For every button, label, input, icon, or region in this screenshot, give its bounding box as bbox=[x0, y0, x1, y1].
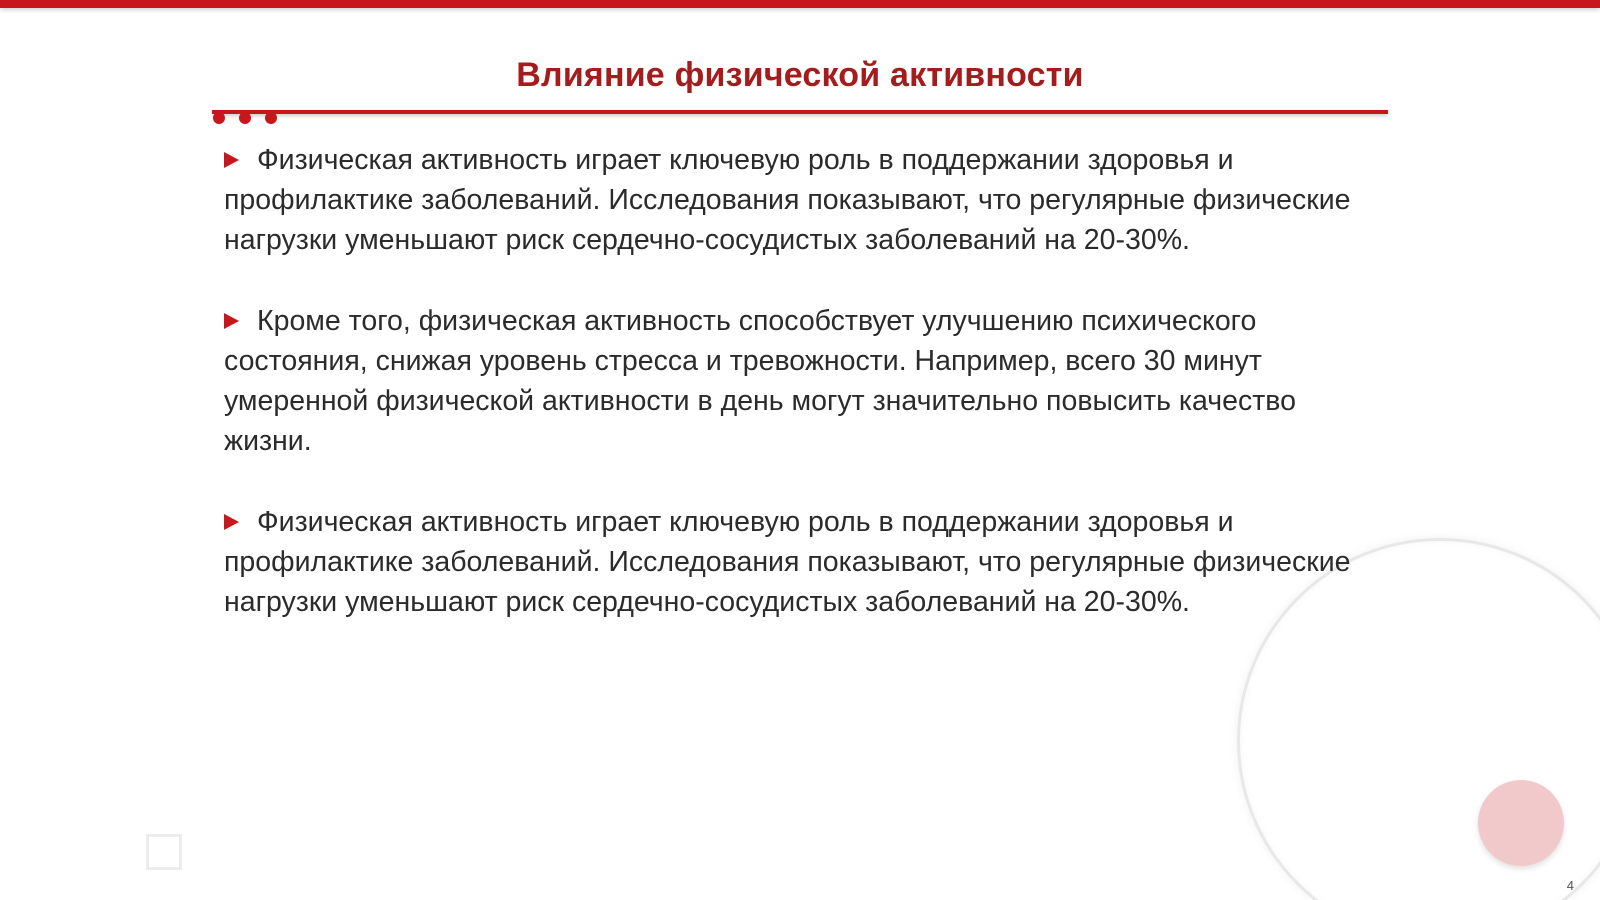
slide-title: Влияние физической активности bbox=[516, 56, 1084, 94]
decorative-dots bbox=[213, 112, 283, 126]
bullet-text: Кроме того, физическая активность способствует улучшению психического состояния, снижая уровень стресса и тревожности. Например, всего 30 минут умеренной физической активности в день могут значительно повысить качество жизни. bbox=[224, 305, 1296, 457]
dot-icon bbox=[265, 112, 277, 124]
bullet-item bbox=[224, 301, 1384, 461]
page-number: 4 bbox=[1566, 878, 1574, 893]
triangle-bullet-icon bbox=[224, 313, 239, 329]
dot-icon bbox=[213, 112, 225, 124]
decorative-square bbox=[146, 834, 182, 870]
bullet-item bbox=[224, 502, 1384, 622]
top-accent-bar bbox=[0, 0, 1600, 8]
triangle-bullet-icon bbox=[224, 152, 239, 168]
bullet-item bbox=[224, 140, 1384, 260]
decorative-pink-circle bbox=[1478, 780, 1564, 866]
title-divider bbox=[212, 110, 1388, 114]
bullet-text: Физическая активность играет ключевую роль в поддержании здоровья и профилактике заболеваний. Исследования показывают, что регулярные физические нагрузки уменьшают риск сердечно-сосудистых заболеваний на 20-30%. bbox=[224, 506, 1351, 618]
bullet-text: Физическая активность играет ключевую роль в поддержании здоровья и профилактике заболеваний. Исследования показывают, что регулярные физические нагрузки уменьшают риск сердечно-сосудистых заболеваний на 20-30%. bbox=[224, 144, 1351, 256]
bullet-list bbox=[224, 140, 1384, 663]
triangle-bullet-icon bbox=[224, 514, 239, 530]
dot-icon bbox=[239, 112, 251, 124]
